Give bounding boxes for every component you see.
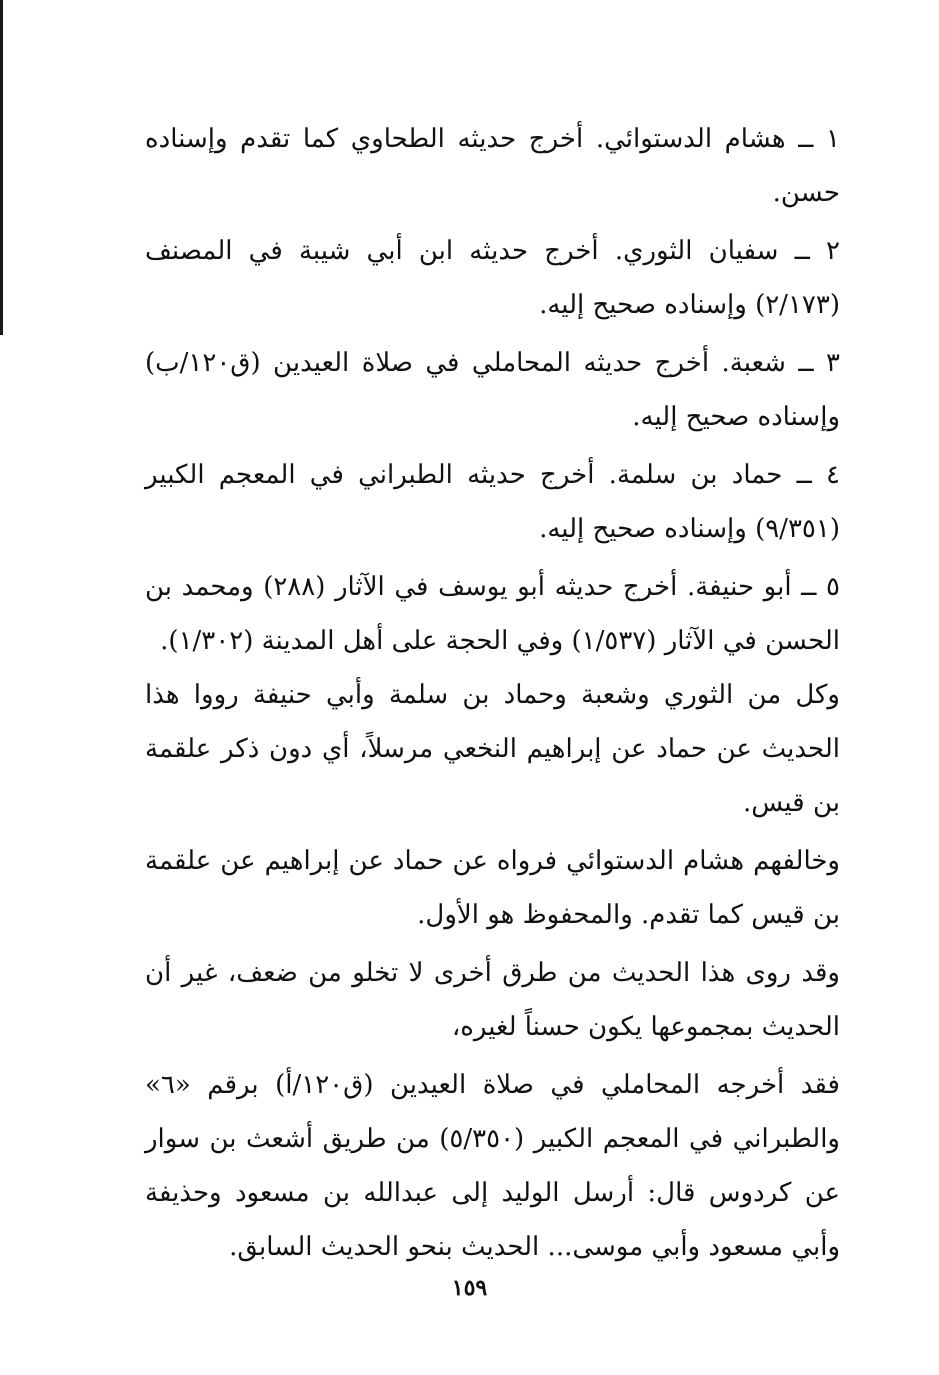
page-number: ١٥٩ (451, 1275, 488, 1301)
paragraph-disagreement: وخالفهم هشام الدستوائي فرواه عن حماد عن إبراهيم عن علقمة بن قيس كما تقدم. والمحفوظ هو الأول. (145, 846, 840, 930)
paragraph-narrator-2: ٢ ــ سفيان الثوري. أخرج حديثه ابن أبي شيبة في المصنف (٢/١٧٣) وإسناده صحيح إليه. (145, 236, 840, 320)
paragraph-takhrij: فقد أخرجه المحاملي في صلاة العيدين (ق١٢٠/أ) برقم «٦» والطبراني في المعجم الكبير (٥/٣٥٠) من طريق أشعث بن سوار عن كردوس قال: أرسل الوليد إلى عبدالله بن مسعود وحذيفة وأبي مسعود وأبي موسى... الحديث بنحو الحديث السابق. (145, 1070, 840, 1262)
paragraph-other-routes: وقد روى هذا الحديث من طرق أخرى لا تخلو من ضعف، غير أن الحديث بمجموعها يكون حسناً لغيره، (145, 958, 840, 1042)
paragraph-narrator-4: ٤ ــ حماد بن سلمة. أخرج حديثه الطبراني في المعجم الكبير (٩/٣٥١) وإسناده صحيح إليه. (145, 460, 840, 544)
margin-mark (927, 345, 939, 385)
main-text (145, 112, 840, 1274)
paragraph-narrator-3: ٣ ــ شعبة. أخرج حديثه المحاملي في صلاة العيدين (ق١٢٠/ب) وإسناده صحيح إليه. (145, 348, 840, 432)
paragraph-narrator-5: ٥ ــ أبو حنيفة. أخرج حديثه أبو يوسف في الآثار (٢٨٨) ومحمد بن الحسن في الآثار (١/٥٣٧) وفي الحجة على أهل المدينة (١/٣٠٢). (145, 572, 840, 656)
binding-edge-line (0, 0, 3, 335)
paragraph-narrator-1: ١ ــ هشام الدستوائي. أخرج حديثه الطحاوي كما تقدم وإسناده حسن. (145, 124, 840, 208)
paragraph-mursal-note: وكل من الثوري وشعبة وحماد بن سلمة وأبي حنيفة رووا هذا الحديث عن حماد عن إبراهيم النخعي مرسلاً، أي دون ذكر علقمة بن قيس. (145, 680, 840, 818)
